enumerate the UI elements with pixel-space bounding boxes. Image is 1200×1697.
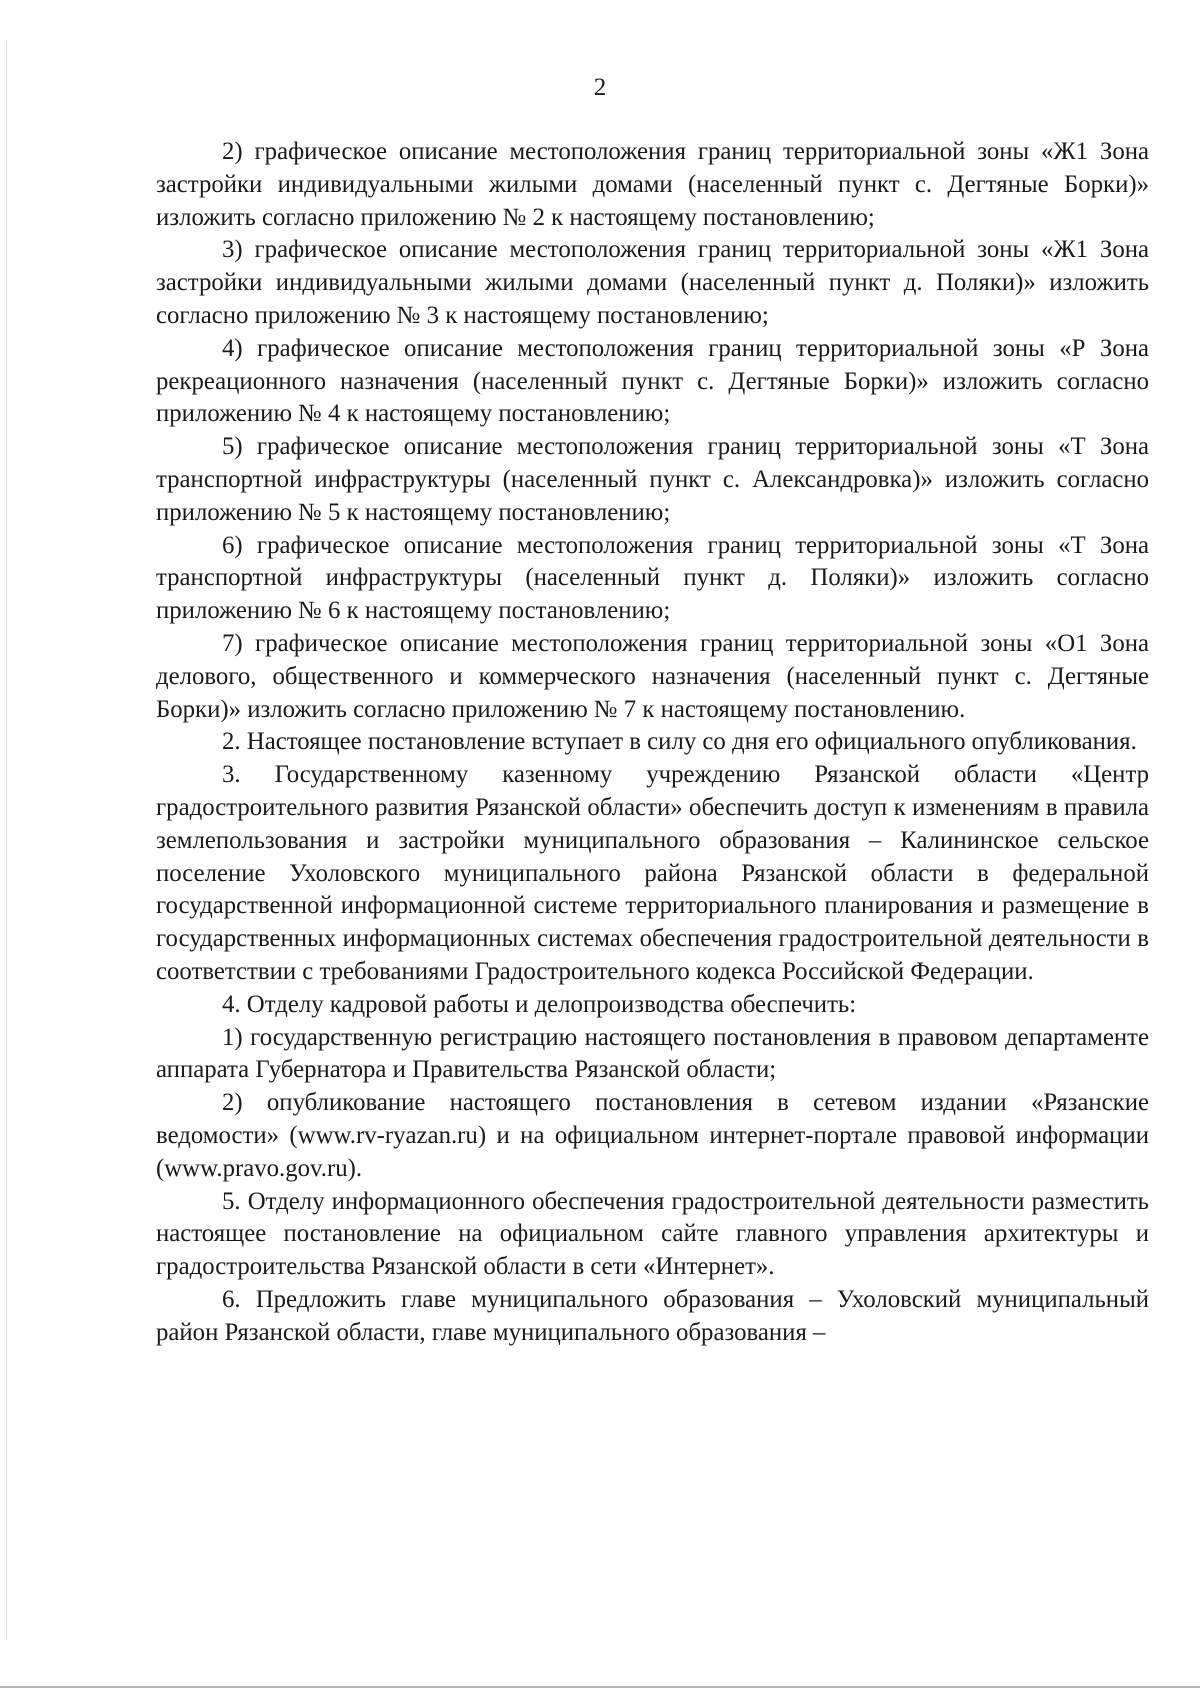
scan-bottom-edge [0,1686,1200,1688]
paragraph-clause-4-item-2: 2) опубликование настоящего постановления в сетевом издании «Рязанские ведомости» (www.rv-ryazan.ru) и на официальном интернет-портале правовой информации (www.pravo.gov.ru). [156,1089,1149,1182]
paragraph-clause-3: 3. Государственному казенному учреждению Рязанской области «Центр градостроительного развития Рязанской области» обеспечить доступ к изменениям в правила землепользования и застройки муниципального образования – Калининское сельское поселение Ухоловского муниципального района Рязанской области в федеральной государственной информационной системе территориального планирования и размещение в государственных информационных системах обеспечения градостроительной деятельности в соответствии с требованиями Градостроительного кодекса Российской Федерации. [156,761,1149,985]
paragraph-item-6: 6) графическое описание местоположения границ территориальной зоны «Т Зона транспортной инфраструктуры (населенный пункт д. Поляки)» изложить согласно приложению № 6 к настоящему постановлению; [156,531,1149,625]
paragraph-item-7: 7) графическое описание местоположения границ территориальной зоны «О1 Зона делового, общественного и коммерческого назначения (населенный пункт с. Дегтяные Борки)» изложить согласно приложению № 7 к настоящему постановлению. [156,629,1149,723]
paragraph-clause-5: 5. Отделу информационного обеспечения градостроительной деятельности разместить настоящее постановление на официальном сайте главного управления архитектуры и градостроительства Рязанской области в сети «Интернет». [156,1187,1149,1281]
page-number: 2 [593,74,607,101]
document-body [156,136,1149,1349]
paragraph-clause-6: 6. Предложить главе муниципального образования – Ухоловский муниципальный район Рязанской области, главе муниципального образования – [156,1285,1149,1346]
scan-edge [6,40,7,1640]
paragraph-clause-2: 2. Настоящее постановление вступает в силу со дня его официального опубликования. [222,728,1137,756]
paragraph-item-4: 4) графическое описание местоположения границ территориальной зоны «Р Зона рекреационного назначения (населенный пункт с. Дегтяные Борки)» изложить согласно приложению № 4 к настоящему постановлению; [156,334,1149,428]
paragraph-item-2: 2) графическое описание местоположения границ территориальной зоны «Ж1 Зона застройки индивидуальными жилыми домами (населенный пункт с. Дегтяные Борки)» изложить согласно приложению № 2 к настоящему постановлению; [156,138,1149,231]
paragraph-item-5: 5) графическое описание местоположения границ территориальной зоны «Т Зона транспортной инфраструктуры (населенный пункт с. Александровка)» изложить согласно приложению № 5 к настоящему постановлению; [156,433,1149,526]
paragraph-item-3: 3) графическое описание местоположения границ территориальной зоны «Ж1 Зона застройки индивидуальными жилыми домами (населенный пункт д. Поляки)» изложить согласно приложению № 3 к настоящему постановлению; [156,236,1149,329]
paragraph-clause-4-item-1: 1) государственную регистрацию настоящего постановления в правовом департаменте аппарата Губернатора и Правительства Рязанской области; [156,1023,1149,1084]
paragraph-clause-4: 4. Отделу кадровой работы и делопроизводства обеспечить: [222,990,857,1018]
